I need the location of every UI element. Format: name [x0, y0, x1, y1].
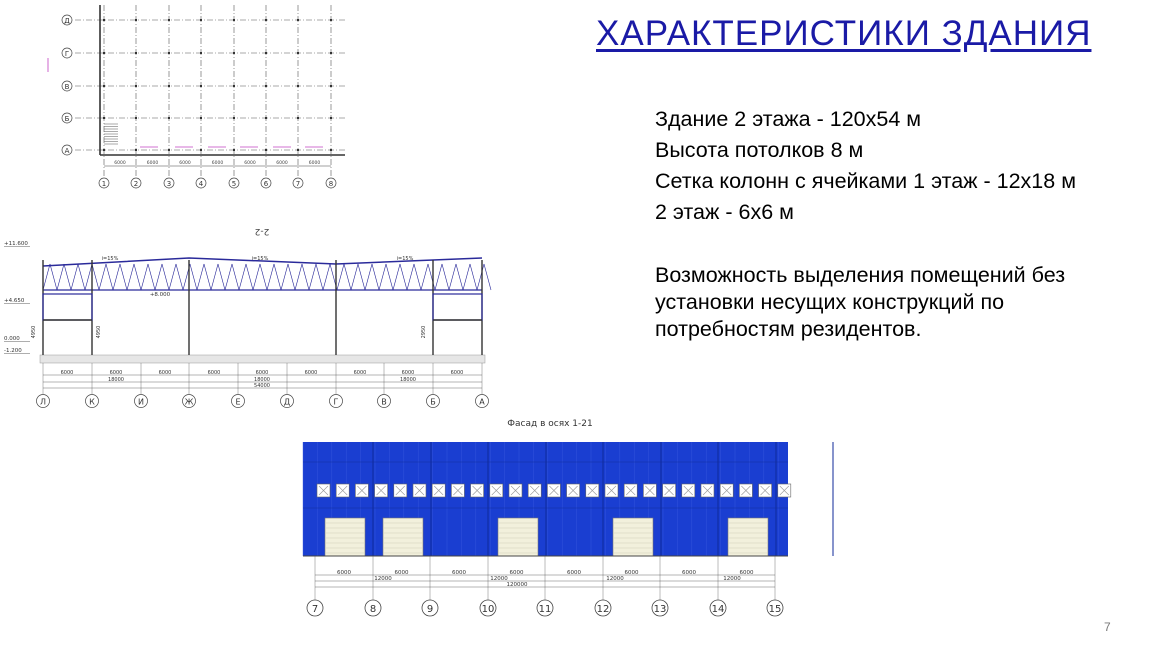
slope-label: i=15%	[101, 256, 119, 262]
gate-door	[498, 518, 538, 556]
specs-list	[655, 104, 1076, 228]
axis-label: В	[381, 397, 387, 407]
span-dimension: 6000	[207, 370, 221, 376]
truss-web	[435, 264, 442, 290]
span-dimension: 6000	[146, 161, 159, 166]
column-marker	[200, 85, 202, 87]
span-dimension: 6000	[60, 370, 74, 376]
truss-web	[456, 264, 463, 290]
axis-label: Е	[235, 397, 241, 407]
truss-web	[162, 264, 169, 290]
slide-title: ХАРАКТЕРИСТИКИ ЗДАНИЯ	[596, 14, 1092, 53]
column-axis-label: 6	[263, 180, 269, 188]
truss-web	[218, 264, 225, 290]
column-marker	[103, 149, 105, 151]
truss-web	[134, 264, 141, 290]
spec-line: Сетка колонн с ячейками 1 этаж - 12х18 м	[655, 169, 1076, 193]
column-marker	[168, 149, 170, 151]
truss-web	[365, 264, 372, 290]
slope-label: i=15%	[396, 256, 414, 262]
level-mark: 0.000	[4, 336, 20, 342]
column-marker	[297, 52, 299, 54]
axis-label: И	[138, 397, 144, 407]
floor-plan-drawing	[0, 0, 360, 200]
level-mark: +4.650	[4, 298, 25, 304]
row-axis-label: Д	[64, 17, 70, 25]
column-marker	[168, 85, 170, 87]
column-marker	[135, 85, 137, 87]
axis-label: Б	[430, 397, 436, 407]
gate-door	[383, 518, 423, 556]
truss-web	[267, 264, 274, 290]
column-marker	[297, 85, 299, 87]
truss-web	[232, 264, 239, 290]
column-marker	[233, 85, 235, 87]
column-marker	[103, 19, 105, 21]
facade-drawing	[295, 410, 795, 625]
truss-web	[309, 264, 316, 290]
axis-label: 7	[311, 604, 319, 615]
truss-web	[57, 264, 64, 290]
span-dimension: 6000	[682, 570, 696, 576]
description-line: установки несущих конструкций по	[655, 290, 1005, 314]
truss-web	[106, 264, 113, 290]
column-marker	[233, 149, 235, 151]
column-marker	[233, 19, 235, 21]
column-marker	[103, 85, 105, 87]
column-marker	[265, 85, 267, 87]
column-marker	[265, 149, 267, 151]
group-dimension: 12000	[723, 576, 741, 582]
span-dimension: 6000	[158, 370, 172, 376]
axis-label: 12	[596, 604, 610, 615]
truss-web	[176, 264, 183, 290]
span-dimension: 6000	[255, 370, 269, 376]
truss-web	[421, 264, 428, 290]
truss-web	[148, 264, 155, 290]
span-dimension: 6000	[109, 370, 123, 376]
truss-web	[463, 264, 470, 290]
column-marker	[330, 19, 332, 21]
axis-label: 8	[369, 604, 377, 615]
axis-label: 13	[653, 604, 667, 615]
truss-web	[386, 264, 393, 290]
truss-web	[64, 264, 71, 290]
column-marker	[265, 117, 267, 119]
column-marker	[265, 19, 267, 21]
column-marker	[135, 19, 137, 21]
column-marker	[297, 149, 299, 151]
axis-label: 14	[711, 604, 725, 615]
span-dimension: 6000	[244, 161, 256, 166]
total-dimension: 54000	[254, 383, 270, 389]
truss-web	[351, 264, 358, 290]
group-dimension: 12000	[490, 576, 508, 582]
span-dimension: 6000	[304, 370, 318, 376]
truss-web	[211, 264, 218, 290]
column-marker	[135, 117, 137, 119]
truss-web	[400, 264, 407, 290]
truss-web	[316, 264, 323, 290]
group-dimension: 18000	[254, 377, 270, 383]
spec-line: Здание 2 этажа - 120х54 м	[655, 107, 922, 131]
column-marker	[330, 52, 332, 54]
span-dimension: 6000	[179, 161, 191, 166]
span-dimension: 6000	[276, 161, 288, 166]
description-line: Возможность выделения помещений без	[655, 263, 1066, 287]
truss-web	[281, 264, 288, 290]
truss-web	[71, 264, 78, 290]
inner-level-mark: +8.000	[149, 292, 171, 298]
column-marker	[233, 117, 235, 119]
page-number: 7	[1104, 620, 1111, 634]
span-dimension: 6000	[739, 570, 754, 576]
span-dimension: 6000	[452, 570, 466, 576]
axis-label: К	[89, 397, 95, 407]
column-axis-label: 7	[295, 180, 301, 188]
column-marker	[135, 149, 137, 151]
truss-web	[99, 264, 106, 290]
truss-web	[246, 264, 253, 290]
span-dimension: 6000	[308, 161, 321, 166]
mezzanine-block	[43, 294, 92, 320]
spec-line: Высота потолков 8 м	[655, 138, 864, 162]
truss-web	[274, 264, 281, 290]
axis-label: 10	[481, 604, 495, 615]
level-mark: +11.600	[4, 241, 28, 247]
axis-label: А	[479, 397, 485, 407]
column-marker	[168, 19, 170, 21]
truss-web	[127, 264, 134, 290]
truss-web	[379, 264, 386, 290]
level-mark: -1.200	[4, 348, 22, 354]
column-marker	[200, 149, 202, 151]
truss-web	[85, 264, 92, 290]
span-dimension: 6000	[337, 570, 351, 576]
spec-line: 2 этаж - 6х6 м	[655, 200, 794, 224]
truss-web	[449, 264, 456, 290]
span-dimension: 6000	[353, 370, 367, 376]
truss-web	[169, 264, 176, 290]
column-axis-label: 3	[166, 180, 172, 188]
truss-web	[288, 264, 295, 290]
column-marker	[330, 117, 332, 119]
truss-web	[155, 264, 162, 290]
row-axis-label: В	[64, 83, 70, 91]
truss-web	[204, 264, 211, 290]
column-marker	[103, 52, 105, 54]
span-dimension: 6000	[211, 161, 224, 166]
row-axis-label: Б	[64, 115, 70, 123]
truss-web	[372, 264, 379, 290]
facade-title: Фасад в осях 1-21	[507, 419, 593, 429]
column-marker	[330, 85, 332, 87]
row-axis-label: А	[64, 147, 70, 155]
column-axis-label: 5	[231, 180, 237, 188]
description-paragraph	[655, 262, 1065, 343]
group-dimension: 18000	[108, 377, 124, 383]
gate-door	[613, 518, 653, 556]
truss-web	[190, 264, 197, 290]
column-marker	[297, 19, 299, 21]
group-dimension: 12000	[374, 576, 392, 582]
column-marker	[297, 117, 299, 119]
truss-web	[302, 264, 309, 290]
total-dimension: 120000	[506, 582, 528, 588]
column-axis-label: 8	[328, 180, 334, 188]
gate-door	[325, 518, 365, 556]
column-marker	[168, 52, 170, 54]
span-dimension: 6000	[401, 370, 415, 376]
column-marker	[330, 149, 332, 151]
truss-web	[120, 264, 127, 290]
truss-web	[470, 264, 477, 290]
truss-web	[50, 264, 57, 290]
column-marker	[103, 117, 105, 119]
truss-web	[225, 264, 232, 290]
section-title: 2-2	[254, 226, 270, 236]
gate-door	[728, 518, 768, 556]
height-dimension: 2950	[421, 325, 427, 339]
truss-web	[484, 264, 491, 290]
group-dimension: 18000	[400, 377, 416, 383]
axis-label: Г	[333, 397, 339, 407]
truss-web	[43, 264, 50, 290]
row-axis-label: Г	[64, 50, 70, 58]
axis-label: Л	[39, 397, 47, 407]
truss-web	[253, 264, 260, 290]
column-axis-label: 2	[133, 180, 139, 188]
truss-web	[323, 264, 330, 290]
ground-slab	[40, 355, 485, 363]
axis-label: 15	[768, 604, 782, 615]
column-marker	[233, 52, 235, 54]
truss-web	[442, 264, 449, 290]
truss-web	[407, 264, 414, 290]
column-marker	[168, 117, 170, 119]
span-dimension: 6000	[624, 570, 639, 576]
truss-web	[428, 264, 435, 290]
truss-web	[78, 264, 85, 290]
axis-label: Д	[283, 397, 291, 407]
truss-web	[260, 264, 267, 290]
span-dimension: 6000	[450, 370, 464, 376]
building-section-drawing	[0, 220, 510, 415]
truss-web	[92, 264, 99, 290]
span-dimension: 6000	[394, 570, 409, 576]
truss-web	[141, 264, 148, 290]
axis-label: Ж	[184, 397, 194, 407]
axis-label: 11	[538, 604, 552, 615]
height-dimension: 4950	[96, 325, 102, 339]
truss-web	[477, 264, 484, 290]
axis-label: 9	[426, 604, 434, 615]
span-dimension: 6000	[114, 161, 126, 166]
truss-web	[337, 264, 344, 290]
truss-web	[295, 264, 302, 290]
column-marker	[200, 19, 202, 21]
column-axis-label: 1	[101, 180, 107, 188]
column-marker	[200, 52, 202, 54]
truss-web	[358, 264, 365, 290]
truss-web	[239, 264, 246, 290]
truss-web	[344, 264, 351, 290]
description-line: потребностям резидентов.	[655, 317, 922, 341]
group-dimension: 12000	[606, 576, 624, 582]
span-dimension: 6000	[509, 570, 524, 576]
truss-web	[113, 264, 120, 290]
span-dimension: 6000	[567, 570, 581, 576]
column-marker	[135, 52, 137, 54]
mezzanine-block	[433, 294, 482, 320]
truss-web	[393, 264, 400, 290]
column-marker	[265, 52, 267, 54]
column-axis-label: 4	[198, 180, 204, 188]
slope-label: i=15%	[251, 256, 269, 262]
truss-web	[414, 264, 421, 290]
column-marker	[200, 117, 202, 119]
height-dimension: 4950	[31, 325, 37, 339]
truss-web	[197, 264, 204, 290]
